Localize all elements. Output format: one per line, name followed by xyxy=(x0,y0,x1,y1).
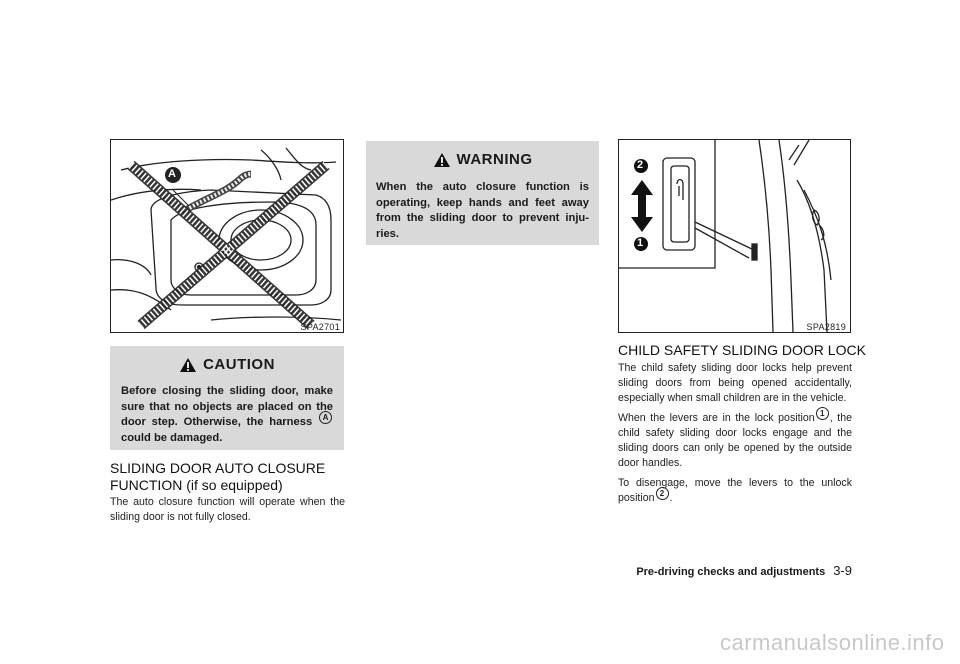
door-step-illustration xyxy=(111,140,343,332)
auto-closure-body: The auto closure function will operate when the sliding door is not fully closed. xyxy=(110,496,345,523)
watermark-text: carmanualsonline.info xyxy=(720,630,945,655)
figure-code-right: SPA2819 xyxy=(806,322,846,332)
caution-text: Before closing the sliding door, make sure that no objects are placed on the door step. Otherwise, the harness A could be damaged. xyxy=(121,385,333,444)
child-lock-para-2: When the levers are in the lock position 1 , the child safety sliding door locks engage and the sliding doors can only be opened by the outside door handles. xyxy=(618,409,852,469)
warning-header xyxy=(376,151,589,168)
callout-a-label: A xyxy=(168,168,176,180)
child-lock-heading: CHILD SAFETY SLIDING DOOR LOCK xyxy=(618,342,866,358)
caution-box xyxy=(110,346,344,450)
ref-1-marker: 1 xyxy=(816,407,829,420)
child-lock-figure xyxy=(618,139,851,333)
warning-text: When the auto closure function is operating, keep hands and feet away from the sliding door to prevent inju-ries. xyxy=(376,181,589,240)
warning-title: WARNING xyxy=(456,151,533,168)
warning-triangle-icon xyxy=(433,152,451,168)
page-number: 3-9 xyxy=(833,563,852,578)
child-lock-para-1: The child safety sliding door locks help prevent sliding doors from being opened accidentally, especially when small children are in the vehicle. xyxy=(618,362,852,404)
page-footer xyxy=(600,563,852,578)
warning-box xyxy=(366,141,599,245)
child-lock-para-3: To disengage, move the levers to the unlock position 2 . xyxy=(618,477,852,504)
callout-2-label: 2 xyxy=(637,159,644,171)
warning-triangle-icon xyxy=(179,357,197,373)
child-lock-body xyxy=(618,361,852,506)
footer-section: Pre-driving checks and adjustments xyxy=(636,566,826,578)
door-step-figure xyxy=(110,139,344,333)
auto-closure-heading: SLIDING DOOR AUTO CLOSURE FUNCTION (if so equipped) xyxy=(110,460,326,493)
child-lock-illustration xyxy=(619,140,850,332)
caution-header xyxy=(121,356,333,373)
caution-title: CAUTION xyxy=(203,356,275,373)
ref-2-marker: 2 xyxy=(656,487,669,500)
ref-a-marker: A xyxy=(319,411,332,424)
figure-code-left: SPA2701 xyxy=(300,322,340,332)
callout-1-label: 1 xyxy=(637,237,644,249)
